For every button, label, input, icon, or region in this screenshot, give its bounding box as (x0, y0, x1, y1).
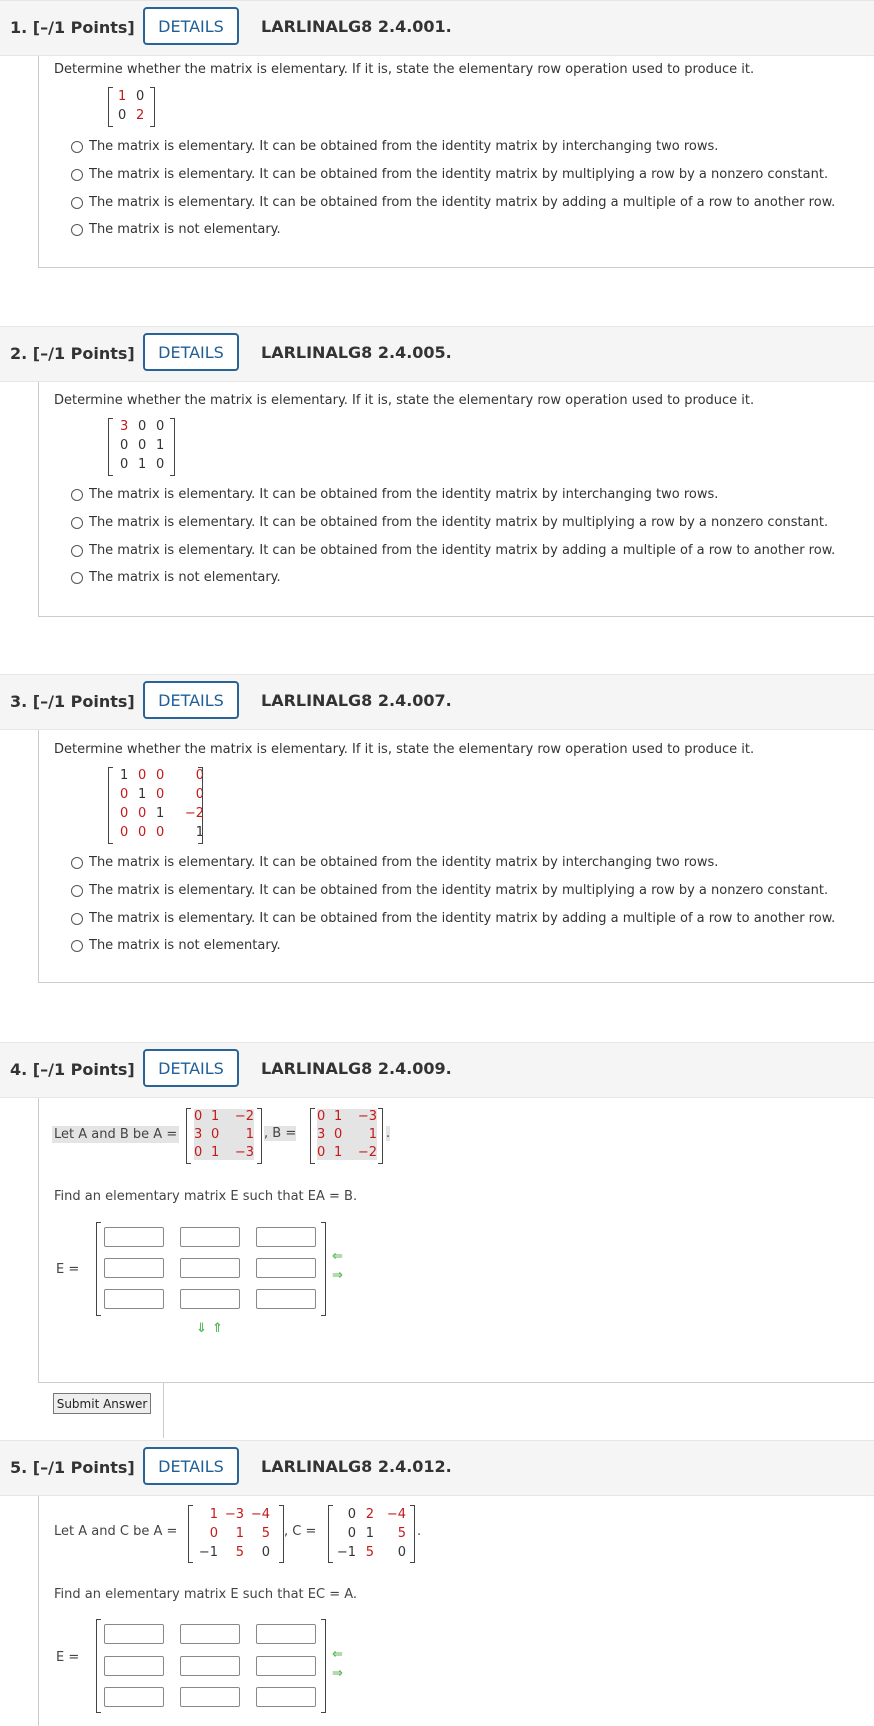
submit-divider (163, 1382, 874, 1383)
matrix-cell: 0 (118, 108, 127, 123)
question-3-option-1[interactable] (71, 855, 718, 870)
question-1-option-4[interactable] (71, 222, 281, 237)
question-2-details-button[interactable]: DETAILS (143, 333, 239, 371)
matrix-cell: 1 (334, 1145, 343, 1160)
radio-button[interactable] (71, 940, 83, 952)
period: . (386, 1126, 391, 1141)
matrix-cell: 0 (156, 787, 165, 802)
remove-row-arrow-icon[interactable]: ⇑ (212, 1321, 223, 1336)
submit-divider (163, 1382, 164, 1438)
matrix-bracket (96, 1619, 101, 1713)
matrix-cell: 0 (138, 825, 147, 840)
question-5-intro: Let A and C be A = (54, 1524, 178, 1539)
matrix-cell: 5 (235, 1545, 244, 1560)
matrix-cell: 1 (245, 1127, 254, 1142)
radio-button[interactable] (71, 913, 83, 925)
matrix-cell: 1 (138, 787, 147, 802)
matrix-bracket (108, 87, 113, 127)
matrix-cell: −3 (357, 1109, 377, 1124)
matrix-bracket (96, 1222, 101, 1316)
matrix-cell: 1 (334, 1109, 343, 1124)
radio-button[interactable] (71, 885, 83, 897)
question-2-number: 2. [–/1 Points] (10, 344, 135, 363)
matrix-bracket (186, 1108, 191, 1164)
submit-answer-button[interactable]: Submit Answer (53, 1393, 151, 1414)
matrix-cell: 1 (209, 1507, 218, 1522)
matrix-cell: −2 (357, 1145, 377, 1160)
matrix-bracket (257, 1108, 262, 1164)
matrix-cell: 1 (368, 1127, 377, 1142)
question-3-code: LARLINALG8 2.4.007. (261, 691, 452, 710)
question-4-number: 4. [–/1 Points] (10, 1060, 135, 1079)
matrix-cell: 0 (120, 438, 129, 453)
question-5-find: Find an elementary matrix E such that EC = A. (54, 1587, 358, 1602)
question-5-details-button[interactable]: DETAILS (143, 1447, 239, 1485)
question-2-option-1[interactable] (71, 487, 718, 502)
e-input-r3c3[interactable] (256, 1289, 316, 1309)
question-2-option-2[interactable] (71, 515, 828, 530)
matrix-bracket (108, 767, 113, 844)
option-label: The matrix is elementary. It can be obtained from the identity matrix by interchanging two rows. (89, 139, 719, 154)
e-input-r1c2[interactable] (180, 1624, 240, 1644)
matrix-cell: 0 (120, 457, 129, 472)
radio-button[interactable] (71, 572, 83, 584)
add-column-arrow-icon[interactable]: ⇒ (332, 1666, 343, 1681)
question-2-code: LARLINALG8 2.4.005. (261, 343, 452, 362)
question-4-find: Find an elementary matrix E such that EA = B. (54, 1189, 358, 1204)
matrix-cell: −2 (234, 1109, 254, 1124)
question-1-prompt: Determine whether the matrix is elementary. If it is, state the elementary row operation used to produce it. (54, 62, 755, 77)
e-input-r2c2[interactable] (180, 1258, 240, 1278)
matrix-cell: 0 (156, 768, 165, 783)
option-label: The matrix is elementary. It can be obtained from the identity matrix by interchanging two rows. (89, 487, 719, 502)
matrix-cell: 0 (120, 825, 129, 840)
e-input-r1c3[interactable] (256, 1227, 316, 1247)
question-1-code: LARLINALG8 2.4.001. (261, 17, 452, 36)
question-3-number: 3. [–/1 Points] (10, 692, 135, 711)
radio-button[interactable] (71, 517, 83, 529)
matrix-a (196, 1507, 270, 1560)
e-input-r3c1[interactable] (104, 1289, 164, 1309)
question-1-option-1[interactable] (71, 139, 718, 154)
matrix-cell: 2 (365, 1507, 374, 1522)
e-input-r2c2[interactable] (180, 1656, 240, 1676)
radio-button[interactable] (71, 224, 83, 236)
matrix-cell: 1 (120, 768, 129, 783)
option-label: The matrix is elementary. It can be obtained from the identity matrix by adding a multiple of a row to another row. (89, 911, 836, 926)
matrix-cell: −2 (184, 806, 204, 821)
option-label: The matrix is elementary. It can be obtained from the identity matrix by multiplying a row by a nonzero constant. (89, 167, 829, 182)
option-label: The matrix is elementary. It can be obtained from the identity matrix by multiplying a row by a nonzero constant. (89, 515, 829, 530)
e-input-r2c3[interactable] (256, 1258, 316, 1278)
e-label: E = (56, 1650, 80, 1665)
matrix-cell: 0 (120, 787, 129, 802)
remove-column-arrow-icon[interactable]: ⇐ (332, 1647, 343, 1662)
matrix-cell: 1 (156, 438, 165, 453)
question-2-matrix (120, 419, 174, 472)
matrix-cell: 1 (211, 1109, 220, 1124)
matrix-cell: 0 (156, 825, 165, 840)
matrix-bracket (150, 87, 155, 127)
question-5-number: 5. [–/1 Points] (10, 1458, 135, 1477)
question-4-details-button[interactable]: DETAILS (143, 1049, 239, 1087)
question-2-option-3[interactable] (71, 543, 835, 558)
matrix-cell: 5 (397, 1526, 406, 1541)
matrix-a (194, 1109, 254, 1160)
matrix-c (334, 1507, 406, 1560)
matrix-cell: 0 (347, 1526, 356, 1541)
matrix-cell: 1 (138, 457, 147, 472)
e-input-r3c3[interactable] (256, 1687, 316, 1707)
option-label: The matrix is elementary. It can be obtained from the identity matrix by adding a multiple of a row to another row. (89, 543, 836, 558)
matrix-bracket (321, 1619, 326, 1713)
question-1-number: 1. [–/1 Points] (10, 18, 135, 37)
matrix-cell: 0 (138, 768, 147, 783)
question-2-prompt: Determine whether the matrix is elementary. If it is, state the elementary row operation used to produce it. (54, 393, 755, 408)
matrix-b (317, 1109, 377, 1160)
radio-button[interactable] (71, 489, 83, 501)
e-input-r2c1[interactable] (104, 1258, 164, 1278)
matrix-bracket (328, 1505, 333, 1563)
question-1-option-3[interactable] (71, 195, 835, 210)
question-3-option-3[interactable] (71, 911, 835, 926)
matrix-cell: 0 (347, 1507, 356, 1522)
add-row-arrow-icon[interactable]: ⇓ (196, 1321, 207, 1336)
question-3-option-4[interactable] (71, 938, 281, 953)
question-1-matrix (118, 89, 154, 123)
option-label: The matrix is not elementary. (89, 938, 281, 953)
radio-button[interactable] (71, 545, 83, 557)
question-3-matrix (120, 768, 204, 840)
matrix-cell: 0 (209, 1526, 218, 1541)
question-1-details-button[interactable]: DETAILS (143, 7, 239, 45)
matrix-cell: 0 (334, 1127, 343, 1142)
radio-button[interactable] (71, 857, 83, 869)
matrix-cell: 3 (317, 1127, 326, 1142)
question-5-code: LARLINALG8 2.4.012. (261, 1457, 452, 1476)
matrix-cell: 1 (156, 806, 165, 821)
radio-button[interactable] (71, 169, 83, 181)
e-input-r1c2[interactable] (180, 1227, 240, 1247)
matrix-cell: 0 (120, 806, 129, 821)
question-3-header (0, 674, 874, 730)
e-input-r1c1[interactable] (104, 1624, 164, 1644)
e-label: E = (56, 1262, 80, 1277)
e-input-r1c1[interactable] (104, 1227, 164, 1247)
matrix-cell: 0 (211, 1127, 220, 1142)
matrix-cell: 2 (136, 108, 145, 123)
matrix-cell: 0 (138, 438, 147, 453)
matrix-cell: 0 (261, 1545, 270, 1560)
matrix-cell: −3 (234, 1145, 254, 1160)
e-input-r2c3[interactable] (256, 1656, 316, 1676)
period: . (417, 1524, 422, 1539)
matrix-bracket (170, 418, 175, 476)
matrix-bracket (378, 1108, 383, 1164)
add-column-arrow-icon[interactable]: ⇒ (332, 1268, 343, 1283)
matrix-cell: 0 (195, 787, 204, 802)
matrix-cell: 1 (235, 1526, 244, 1541)
option-label: The matrix is elementary. It can be obtained from the identity matrix by interchanging two rows. (89, 855, 719, 870)
option-label: The matrix is not elementary. (89, 570, 281, 585)
matrix-bracket (310, 1108, 315, 1164)
remove-column-arrow-icon[interactable]: ⇐ (332, 1249, 343, 1264)
radio-button[interactable] (71, 141, 83, 153)
question-2-option-4[interactable] (71, 570, 281, 585)
e-input-r3c1[interactable] (104, 1687, 164, 1707)
matrix-cell: 0 (138, 419, 147, 434)
e-input-r3c2[interactable] (180, 1687, 240, 1707)
matrix-bracket (198, 767, 203, 844)
matrix-cell: 0 (397, 1545, 406, 1560)
question-3-prompt: Determine whether the matrix is elementary. If it is, state the elementary row operation used to produce it. (54, 742, 755, 757)
option-label: The matrix is elementary. It can be obtained from the identity matrix by adding a multiple of a row to another row. (89, 195, 836, 210)
matrix-cell: −4 (386, 1507, 406, 1522)
question-4-code: LARLINALG8 2.4.009. (261, 1059, 452, 1078)
matrix-cell: −3 (224, 1507, 244, 1522)
matrix-bracket (410, 1505, 415, 1563)
question-4-intro: Let A and B be A = (54, 1127, 178, 1142)
radio-button[interactable] (71, 197, 83, 209)
question-5-header (0, 1440, 874, 1496)
matrix-cell: 0 (138, 806, 147, 821)
question-3-details-button[interactable]: DETAILS (143, 681, 239, 719)
c-label: , C = (284, 1524, 317, 1539)
matrix-bracket (188, 1505, 193, 1563)
b-label: , B = (264, 1126, 297, 1141)
matrix-bracket (108, 418, 113, 476)
e-input-r3c2[interactable] (180, 1289, 240, 1309)
matrix-cell: 3 (120, 419, 129, 434)
matrix-cell: −4 (250, 1507, 270, 1522)
matrix-cell: 1 (211, 1145, 220, 1160)
matrix-cell: 0 (156, 419, 165, 434)
matrix-cell: 0 (136, 89, 145, 104)
question-1-option-2[interactable] (71, 167, 828, 182)
matrix-cell: −1 (336, 1545, 356, 1560)
question-1-header (0, 0, 874, 56)
e-input-r1c3[interactable] (256, 1624, 316, 1644)
question-4-header (0, 1042, 874, 1098)
matrix-cell: 0 (194, 1109, 203, 1124)
matrix-cell: 1 (365, 1526, 374, 1541)
matrix-cell: 1 (195, 825, 204, 840)
question-2-header (0, 326, 874, 382)
matrix-cell: 3 (194, 1127, 203, 1142)
question-3-option-2[interactable] (71, 883, 828, 898)
option-label: The matrix is elementary. It can be obtained from the identity matrix by multiplying a row by a nonzero constant. (89, 883, 829, 898)
matrix-cell: 1 (118, 89, 127, 104)
option-label: The matrix is not elementary. (89, 222, 281, 237)
e-input-r2c1[interactable] (104, 1656, 164, 1676)
matrix-cell: 0 (317, 1145, 326, 1160)
matrix-cell: 0 (195, 768, 204, 783)
matrix-cell: 5 (365, 1545, 374, 1560)
matrix-cell: 5 (261, 1526, 270, 1541)
matrix-cell: 0 (156, 457, 165, 472)
matrix-cell: 0 (194, 1145, 203, 1160)
matrix-bracket (321, 1222, 326, 1316)
matrix-cell: 0 (317, 1109, 326, 1124)
matrix-cell: −1 (198, 1545, 218, 1560)
